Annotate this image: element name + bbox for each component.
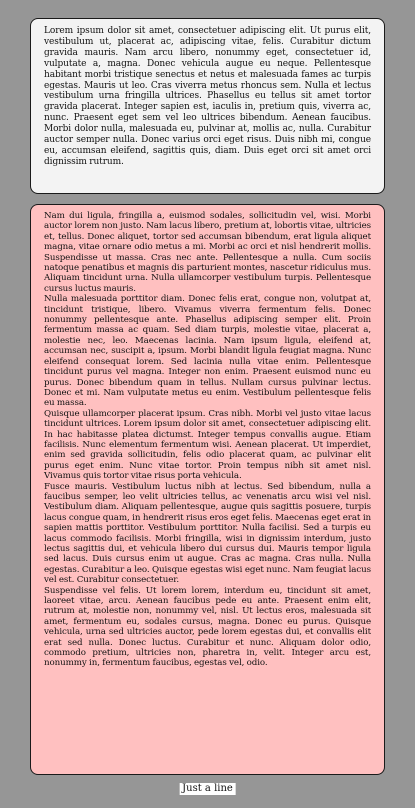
caption-label: Just a line xyxy=(179,783,236,795)
bottom-paragraph-4: Fusce mauris. Vestibulum luctus nibh at lectus. Sed bibendum, nulla a faucibus semper, leo velit ultricies tellus, ac venenatis arcu wisi vel nisl. Vestibulum diam. Aliquam pellentesque, augue quis sagittis posuere, turpis lacus congue quam, in hendrerit risus eros eget felis. Maecenas eget erat in sapien mattis porttitor. Vestibulum porttitor. Nulla facilisi. Sed a turpis eu lacus commodo facilisis. Morbi fringilla, wisi in dignissim interdum, justo lectus sagittis dui, et vehicula libero dui cursus dui. Mauris tempor ligula sed lacus. Duis cursus enim ut augue. Cras ac magna. Cras nulla. Nulla egestas. Curabitur a leo. Quisque egestas wisi eget nunc. Nam feugiat lacus vel est. Curabitur consectetuer. xyxy=(44,481,371,586)
top-paragraph: Lorem ipsum dolor sit amet, consectetuer adipiscing elit. Ut purus elit, vestibulum ut, placerat ac, adipiscing vitae, felis. Curabitur dictum gravida mauris. Nam arcu libero, nonummy eget, consectetuer id, vulputate a, magna. Donec vehicula augue eu neque. Pellentesque habitant morbi tristique senectus et netus et malesuada fames ac turpis egestas. Mauris ut leo. Cras viverra metus rhoncus sem. Nulla et lectus vestibulum urna fringilla ultrices. Phasellus eu tellus sit amet tortor gravida placerat. Integer sapien est, iaculis in, pretium quis, viverra ac, nunc. Praesent eget sem vel leo ultrices bibendum. Aenean faucibus. Morbi dolor nulla, malesuada eu, pulvinar at, mollis ac, nulla. Curabitur auctor semper nulla. Donec varius orci eget risus. Duis nibh mi, congue eu, accumsan eleifend, sagittis quis, diam. Duis eget orci sit amet orci dignissim rutrum. xyxy=(44,26,371,167)
bottom-paragraph-2: Nulla malesuada porttitor diam. Donec felis erat, congue non, volutpat at, tincidunt tristique, libero. Vivamus viverra fermentum felis. Donec nonummy pellentesque ante. Phasellus adipiscing semper elit. Proin fermentum massa ac quam. Sed diam turpis, molestie vitae, placerat a, molestie nec, leo. Maecenas lacinia. Nam ipsum ligula, eleifend at, accumsan nec, suscipit a, ipsum. Morbi blandit ligula feugiat magna. Nunc eleifend consequat lorem. Sed lacinia nulla vitae enim. Pellentesque tincidunt purus vel magna. Integer non enim. Praesent euismod nunc eu purus. Donec bibendum quam in tellus. Nullam cursus pulvinar lectus. Donec et mi. Nam vulputate metus eu enim. Vestibulum pellentesque felis eu massa. xyxy=(44,294,371,409)
top-text-box xyxy=(30,18,385,194)
bottom-paragraph-5: Suspendisse vel felis. Ut lorem lorem, interdum eu, tincidunt sit amet, laoreet vitae, arcu. Aenean faucibus pede eu ante. Praesent enim elit, rutrum at, molestie non, nonummy vel, nisl. Ut lectus eros, malesuada sit amet, fermentum eu, sodales cursus, magna. Donec eu purus. Quisque vehicula, urna sed ultricies auctor, pede lorem egestas dui, et convallis elit erat sed nulla. Donec luctus. Curabitur et nunc. Aliquam dolor odio, commodo pretium, ultricies non, pharetra in, velit. Integer arcu est, nonummy in, fermentum faucibus, egestas vel, odio. xyxy=(44,585,371,669)
bottom-paragraph-1: Nam dui ligula, fringilla a, euismod sodales, sollicitudin vel, wisi. Morbi auctor lorem non justo. Nam lacus libero, pretium at, lobortis vitae, ultricies et, tellus. Donec aliquet, tortor sed accumsan bibendum, erat ligula aliquet magna, vitae ornare odio metus a mi. Morbi ac orci et nisl hendrerit mollis. Suspendisse ut massa. Cras nec ante. Pellentesque a nulla. Cum sociis natoque penatibus et magnis dis parturient montes, nascetur ridiculus mus. Aliquam tincidunt urna. Nulla ullamcorper vestibulum turpis. Pellentesque cursus luctus mauris. xyxy=(44,211,371,294)
bottom-text-box xyxy=(30,204,385,775)
bottom-paragraph-3: Quisque ullamcorper placerat ipsum. Cras nibh. Morbi vel justo vitae lacus tincidunt ultrices. Lorem ipsum dolor sit amet, consectetuer adipiscing elit. In hac habitasse platea dictumst. Integer tempus convallis augue. Etiam facilisis. Nunc elementum fermentum wisi. Aenean placerat. Ut imperdiet, enim sed gravida sollicitudin, felis odio placerat quam, ac pulvinar elit purus eget enim. Nunc vitae tortor. Proin tempus nibh sit amet nisl. Vivamus quis tortor vitae risus porta vehicula. xyxy=(44,408,371,482)
